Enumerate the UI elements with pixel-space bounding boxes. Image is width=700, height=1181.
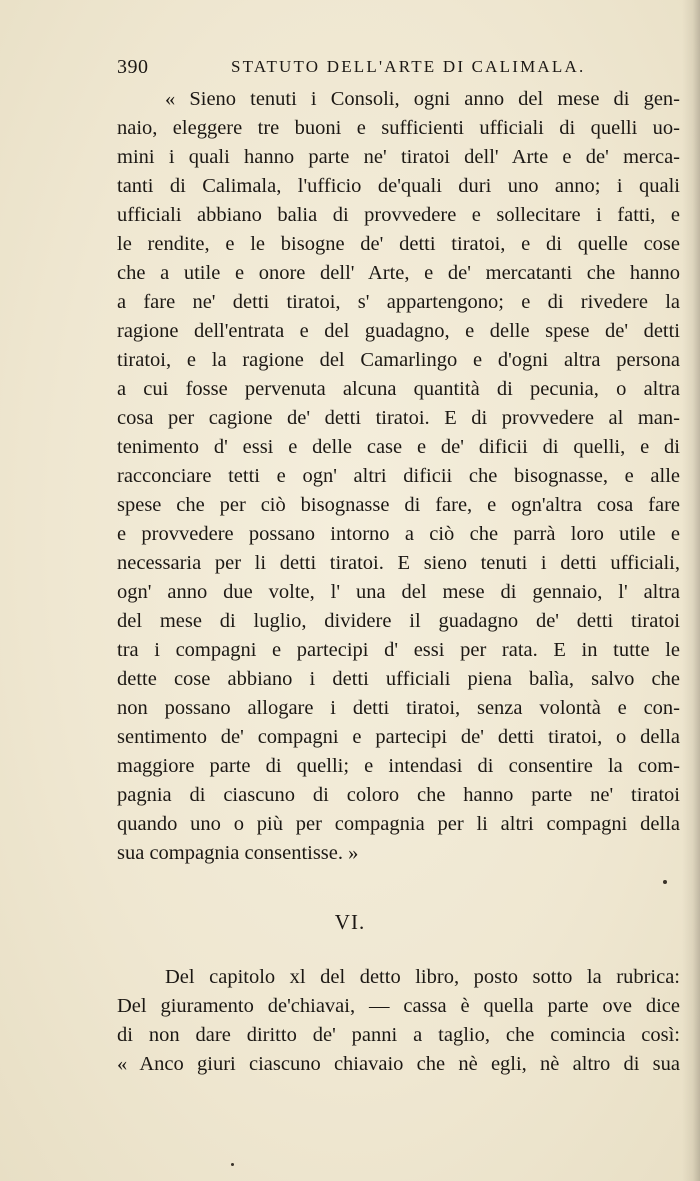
text-line: Del capitolo xl del detto libro, posto sotto la rubrica: <box>165 966 680 988</box>
text-line: mini i quali hanno parte ne' tiratoi dell' Arte e de' merca- <box>117 146 680 168</box>
text-line: e provvedere possano intorno a ciò che parrà loro utile e <box>117 523 680 545</box>
text-line: sua compagnia consentisse. » <box>117 842 359 864</box>
page-header <box>117 56 587 80</box>
running-head: STATUTO DELL'ARTE DI CALIMALA. <box>231 57 586 76</box>
ink-speck <box>663 880 667 884</box>
text-line: « Anco giuri ciascuno chiavaio che nè egli, nè altro di sua <box>117 1053 680 1075</box>
text-line: a fare ne' detti tiratoi, s' appartengono; e di rivedere la <box>117 291 680 313</box>
text-line: non possano allogare i detti tiratoi, senza volontà e con- <box>117 697 680 719</box>
text-line: a cui fosse pervenuta alcuna quantità di pecunia, o altra <box>117 378 680 400</box>
text-line: tanti di Calimala, l'ufficio de'quali duri uno anno; i quali <box>117 175 680 197</box>
text-line: spese che per ciò bisognasse di fare, e ogn'altra cosa fare <box>117 494 680 516</box>
text-line: maggiore parte di quelli; e intendasi di consentire la com- <box>117 755 680 777</box>
text-line: ufficiali abbiano balia di provvedere e sollecitare i fatti, e <box>117 204 680 226</box>
text-line: che a utile e onore dell' Arte, e de' mercatanti che hanno <box>117 262 680 284</box>
text-line: racconciare tetti e ogn' altri dificii che bisognasse, e alle <box>117 465 680 487</box>
page-edge-shadow <box>682 0 700 1181</box>
text-line: sentimento de' compagni e partecipi de' detti tiratoi, o della <box>117 726 680 748</box>
text-line: cosa per cagione de' detti tiratoi. E di provvedere al man- <box>117 407 680 429</box>
text-line: tra i compagni e partecipi d' essi per rata. E in tutte le <box>117 639 680 661</box>
section-heading: VI. <box>334 910 366 934</box>
text-line: ogn' anno due volte, l' una del mese di gennaio, l' altra <box>117 581 680 603</box>
text-line: le rendite, e le bisogne de' detti tiratoi, e di quelle cose <box>117 233 680 255</box>
text-line: tenimento d' essi e delle case e de' dificii di quelli, e di <box>117 436 680 458</box>
ink-speck <box>231 1163 234 1166</box>
text-line: quando uno o più per compagnia per li altri compagni della <box>117 813 680 835</box>
text-line: ragione dell'entrata e del guadagno, e delle spese de' detti <box>117 320 680 342</box>
text-line: necessaria per li detti tiratoi. E sieno tenuti i detti ufficiali, <box>117 552 680 574</box>
text-line: tiratoi, e la ragione del Camarlingo e d'ogni altra persona <box>117 349 680 371</box>
text-line: pagnia di ciascuno di coloro che hanno parte ne' tiratoi <box>117 784 680 806</box>
paragraph-quoted-statute <box>117 85 680 868</box>
text-line: Del giuramento de'chiavai, — cassa è quella parte ove dice <box>117 995 680 1017</box>
text-line: « Sieno tenuti i Consoli, ogni anno del mese di gen- <box>165 88 680 110</box>
text-line: dette cose abbiano i detti ufficiali piena balìa, salvo che <box>117 668 680 690</box>
text-line: del mese di luglio, dividere il guadagno de' detti tiratoi <box>117 610 680 632</box>
text-line: di non dare diritto de' panni a taglio, che comincia così: <box>117 1024 680 1046</box>
paragraph-chapter-note <box>117 963 680 1079</box>
text-line: naio, eleggere tre buoni e sufficienti ufficiali di quelli uo- <box>117 117 680 139</box>
page-number: 390 <box>117 56 149 78</box>
